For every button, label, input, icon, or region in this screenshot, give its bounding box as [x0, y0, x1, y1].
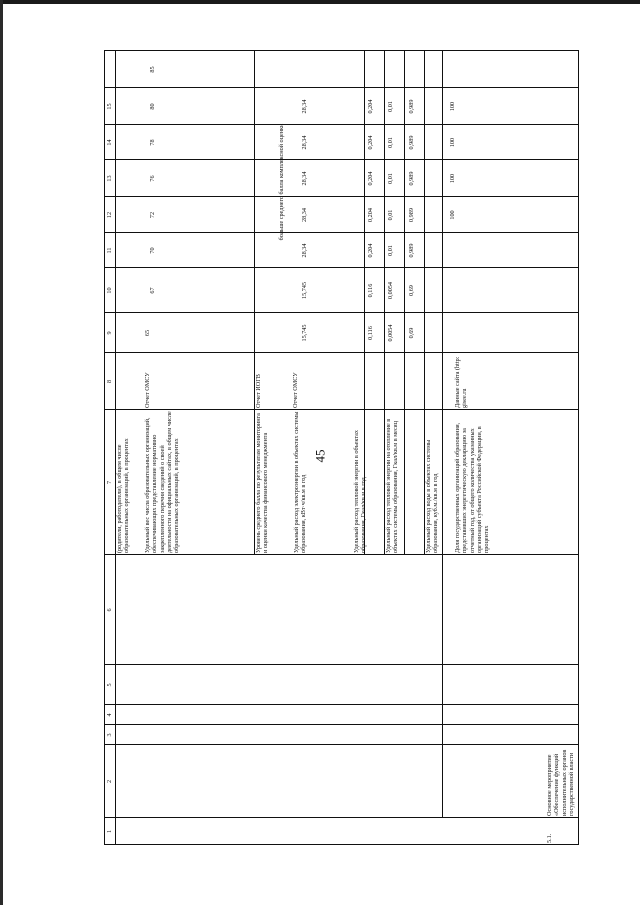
electricity-value: 15,745: [301, 282, 308, 300]
indicator-heat: Удельный расход тепловой энергии в объектах образования, Гкал/кв.м в год: [353, 430, 368, 553]
declaration-value: 100: [449, 173, 456, 184]
indicator-website-share: Удельный вес числа образовательных организаций, обеспечивающих представление нормативно закрепленного перечня сведений о своей деятельности на официальных сайтах, в общем числе образовательных организаций, в процентах: [144, 411, 180, 553]
declaration-value: 100: [449, 210, 456, 220]
column-line: [104, 312, 579, 313]
column-line: [104, 87, 579, 88]
heat-value: 0,204: [367, 135, 374, 150]
water-value: 0,989: [408, 243, 415, 258]
column-line: [104, 124, 579, 125]
source-gisee: Данные сайта (http: gisee.ru: [454, 356, 469, 408]
column-line: [104, 159, 579, 160]
base-value: 65: [144, 329, 151, 337]
heat-value: 0,116: [367, 283, 374, 298]
water-value: 0,69: [408, 327, 415, 339]
column-line: [104, 817, 579, 818]
column-line: [104, 352, 579, 353]
column-line: [104, 704, 579, 705]
column-line: [104, 232, 579, 233]
header-col-12: 12: [106, 211, 113, 219]
heating-value: 0,01: [387, 245, 394, 256]
header-col-5: 5: [106, 683, 113, 687]
indicator-energy-declaration: Доля государственных организаций образования, представивших энергетическую декларацию за отчетный год, от общего количества указанных организаций субъекта Российской Федерации, в процентах: [454, 422, 490, 553]
column-line: [104, 554, 579, 555]
heat-value: 0,204: [367, 208, 374, 222]
electricity-value: 28,34: [301, 99, 308, 114]
page-number: 45: [312, 449, 327, 463]
column-line: [104, 196, 579, 197]
declaration-value: 100: [449, 137, 456, 148]
column-line: [104, 409, 579, 410]
score-value-text: больше среднего балла комплексной оценки: [278, 123, 285, 241]
header-col-1: 1: [106, 829, 113, 834]
electricity-value: 28,34: [301, 171, 308, 186]
indicator-continuation: (родители, работодатели), в общем числе образовательных организаций, в процентах: [116, 438, 131, 553]
column-line: [104, 664, 579, 665]
heating-value: 0,01: [387, 101, 394, 112]
indicator-heating: Удельный расход тепловой энергии на отопление в объектах системы образования, Гкал/кв.м в месяц: [385, 418, 400, 553]
main-activity-5-1: Основное мероприятие «Обеспечение функций исполнительных органов государственной власти: [546, 749, 575, 816]
header-col-15: 15: [106, 103, 113, 110]
header-col-9: 9: [106, 331, 113, 335]
electricity-value: 15,745: [301, 324, 308, 342]
heating-value: 0,0054: [387, 324, 394, 342]
heating-value: 0,0054: [387, 282, 394, 300]
value-2018: 72: [149, 211, 156, 219]
electricity-value: 28,34: [301, 208, 308, 222]
header-col-6: 6: [106, 608, 113, 612]
indicator-water: Удельный расход воды в объектах системы образования, куб.м./кв.м в год: [425, 439, 440, 553]
source-iogv: Отчет ИОГВ: [255, 374, 262, 408]
water-value: 0,989: [408, 99, 415, 114]
header-col-11: 11: [106, 247, 113, 254]
source-omsu: Отчет ОМСУ: [144, 372, 151, 408]
header-col-13: 13: [106, 175, 113, 182]
heat-value: 0,204: [367, 243, 374, 258]
header-col-7: 7: [106, 480, 113, 485]
table-border: [104, 844, 579, 845]
column-line: [104, 267, 579, 268]
heat-value: 0,204: [367, 171, 374, 186]
header-col-2: 2: [106, 779, 113, 784]
heating-value: 0,01: [387, 209, 394, 221]
value-2021: 80: [149, 103, 156, 110]
declaration-value: 100: [449, 101, 456, 112]
water-value: 0,69: [408, 285, 415, 296]
table-border: [578, 50, 579, 845]
value-2016: 67: [149, 287, 156, 294]
value-2017: 70: [149, 247, 156, 254]
indicator-electricity: Удельный расход электроэнергии в объектах системы образования, кВт·ч/кв.м в год: [293, 411, 308, 553]
indicator-table: [104, 50, 579, 845]
column-line: [104, 744, 579, 745]
table-border: [104, 50, 105, 845]
header-col-10: 10: [106, 287, 113, 294]
heat-value: 0,204: [367, 99, 374, 114]
indicator-financial-score: Уровень среднего балла по результатам мониторинга и оценки качества финансового менеджмента: [255, 413, 270, 553]
electricity-value: 28,34: [301, 243, 308, 258]
electricity-value: 28,34: [301, 135, 308, 150]
column-line: [104, 724, 579, 725]
header-col-8: 8: [106, 379, 113, 384]
value-2022: 85: [149, 66, 156, 73]
row-number-5-1: 5.1.: [546, 833, 553, 843]
value-2020: 78: [149, 139, 156, 146]
heating-value: 0,01: [387, 173, 394, 184]
value-2019: 76: [149, 175, 156, 182]
heat-value: 0,116: [367, 326, 374, 340]
header-col-14: 14: [106, 139, 113, 146]
water-value: 0,989: [408, 171, 415, 186]
header-col-3: 3: [106, 733, 113, 737]
water-value: 0,989: [408, 208, 415, 222]
table-border: [104, 50, 579, 51]
header-col-4: 4: [106, 713, 113, 717]
heating-value: 0,01: [387, 137, 394, 148]
source-omsu-energy: Отчет ОМСУ: [292, 372, 299, 408]
water-value: 0,989: [408, 135, 415, 150]
